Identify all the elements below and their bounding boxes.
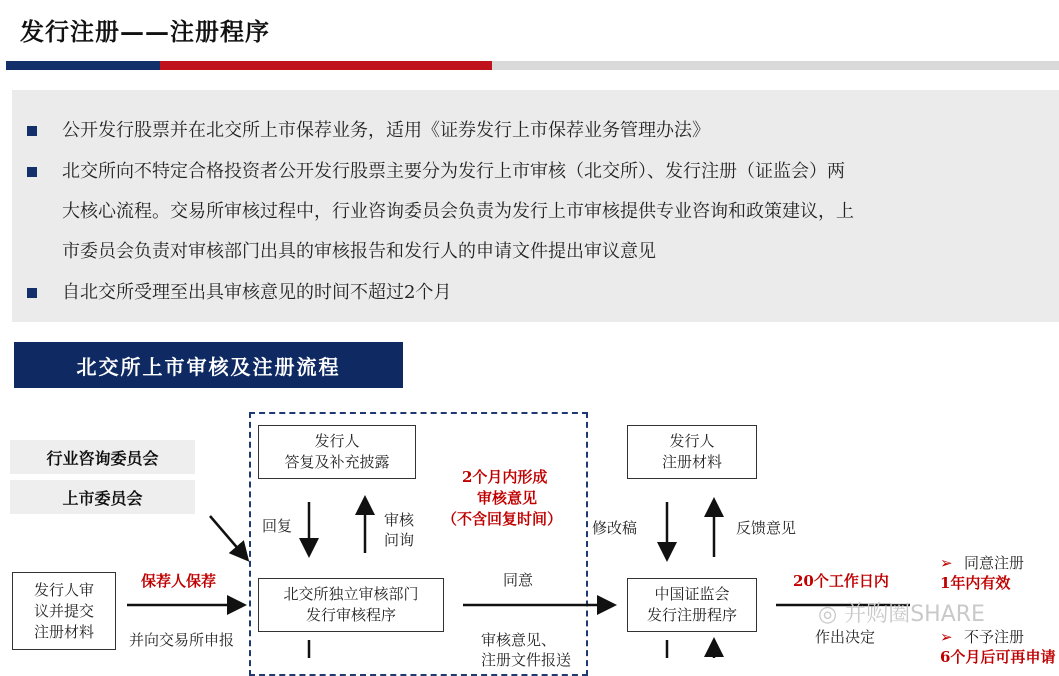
agree-label: 同意 (503, 571, 534, 589)
inquiry-label-line-2: 问询 (384, 531, 415, 549)
decision-label: 作出决定 (815, 628, 876, 646)
applicant-line-1: 发行人审 (33, 580, 94, 599)
bullet-3-line-1: 自北交所受理至出具审核意见的时间不超过2个月 (62, 282, 452, 303)
feedback-label: 反馈意见 (736, 519, 797, 537)
issuer-reply-box (258, 425, 416, 479)
watermark-text: 并购圈SHARE (844, 602, 985, 627)
csrc-line-1: 中国证监会 (654, 585, 730, 603)
reapply-label: 6个月后可再申请 (940, 648, 1056, 666)
valid-one-year-label: 1年内有效 (940, 574, 1011, 592)
issuer-reply-line-1: 发行人 (314, 432, 360, 450)
issuer-reg-line-1: 发行人 (669, 432, 715, 450)
issuer-registration-box (627, 425, 757, 479)
review-opinion-line-1: 审核意见、 (481, 631, 557, 649)
watermark (818, 597, 985, 628)
twenty-workdays-label: 20个工作日内 (793, 572, 889, 590)
industry-advisory-committee-label: 行业咨询委员会 (10, 440, 195, 474)
two-month-note-line-2: 审核意见 (477, 489, 538, 507)
csrc-line-2: 发行注册程序 (646, 606, 737, 624)
arrow-committee-to-review (210, 516, 246, 558)
reply-label: 回复 (262, 517, 293, 535)
submit-to-exchange-label: 并向交易所申报 (129, 631, 235, 649)
inquiry-label-line-1: 审核 (384, 511, 415, 529)
issuer-reply-line-2: 答复及补充披露 (284, 453, 390, 471)
applicant-line-2: 议并提交 (33, 601, 94, 620)
reject-label: 不予注册 (964, 628, 1025, 646)
review-box-line-2: 发行审核程序 (305, 606, 396, 624)
reject-chevron-icon: ➢ (940, 628, 953, 646)
page-title: 发行注册——注册程序 (20, 17, 270, 46)
two-month-note-line-1: 2个月内形成 (462, 468, 548, 486)
approve-chevron-icon: ➢ (940, 554, 953, 572)
section-title: 北交所上市审核及注册流程 (14, 342, 403, 388)
sponsor-label: 保荐人保荐 (141, 572, 217, 590)
review-opinion-line-2: 注册文件报送 (481, 651, 572, 669)
bullet-1-line-1: 公开发行股票并在北交所上市保荐业务，适用《证券发行上市保荐业务管理办法》 (62, 120, 710, 141)
bullet-2-line-1: 北交所向不特定合格投资者公开发行股票主要分为发行上市审核（北交所）、发行注册（证监会）两 (62, 161, 845, 182)
review-box-line-1: 北交所独立审核部门 (283, 585, 419, 603)
exchange-review-box (258, 578, 444, 632)
wechat-icon: ◎ (818, 602, 838, 627)
listing-committee-label: 上市委员会 (10, 480, 195, 514)
issuer-reg-line-2: 注册材料 (661, 453, 722, 471)
revise-label: 修改稿 (592, 519, 638, 537)
bullet-2-line-3: 市委员会负责对审核部门出具的审核报告和发行人的申请文件提出审议意见 (62, 241, 656, 262)
two-month-note-line-3: （不含回复时间） (442, 510, 563, 528)
bullet-2-line-2: 大核心流程。交易所审核过程中，行业咨询委员会负责为发行上市审核提供专业咨询和政策建议，上 (62, 201, 854, 222)
applicant-submission-box (12, 572, 116, 650)
applicant-line-3: 注册材料 (33, 622, 94, 641)
csrc-registration-box (627, 578, 757, 632)
approve-label: 同意注册 (964, 554, 1025, 572)
